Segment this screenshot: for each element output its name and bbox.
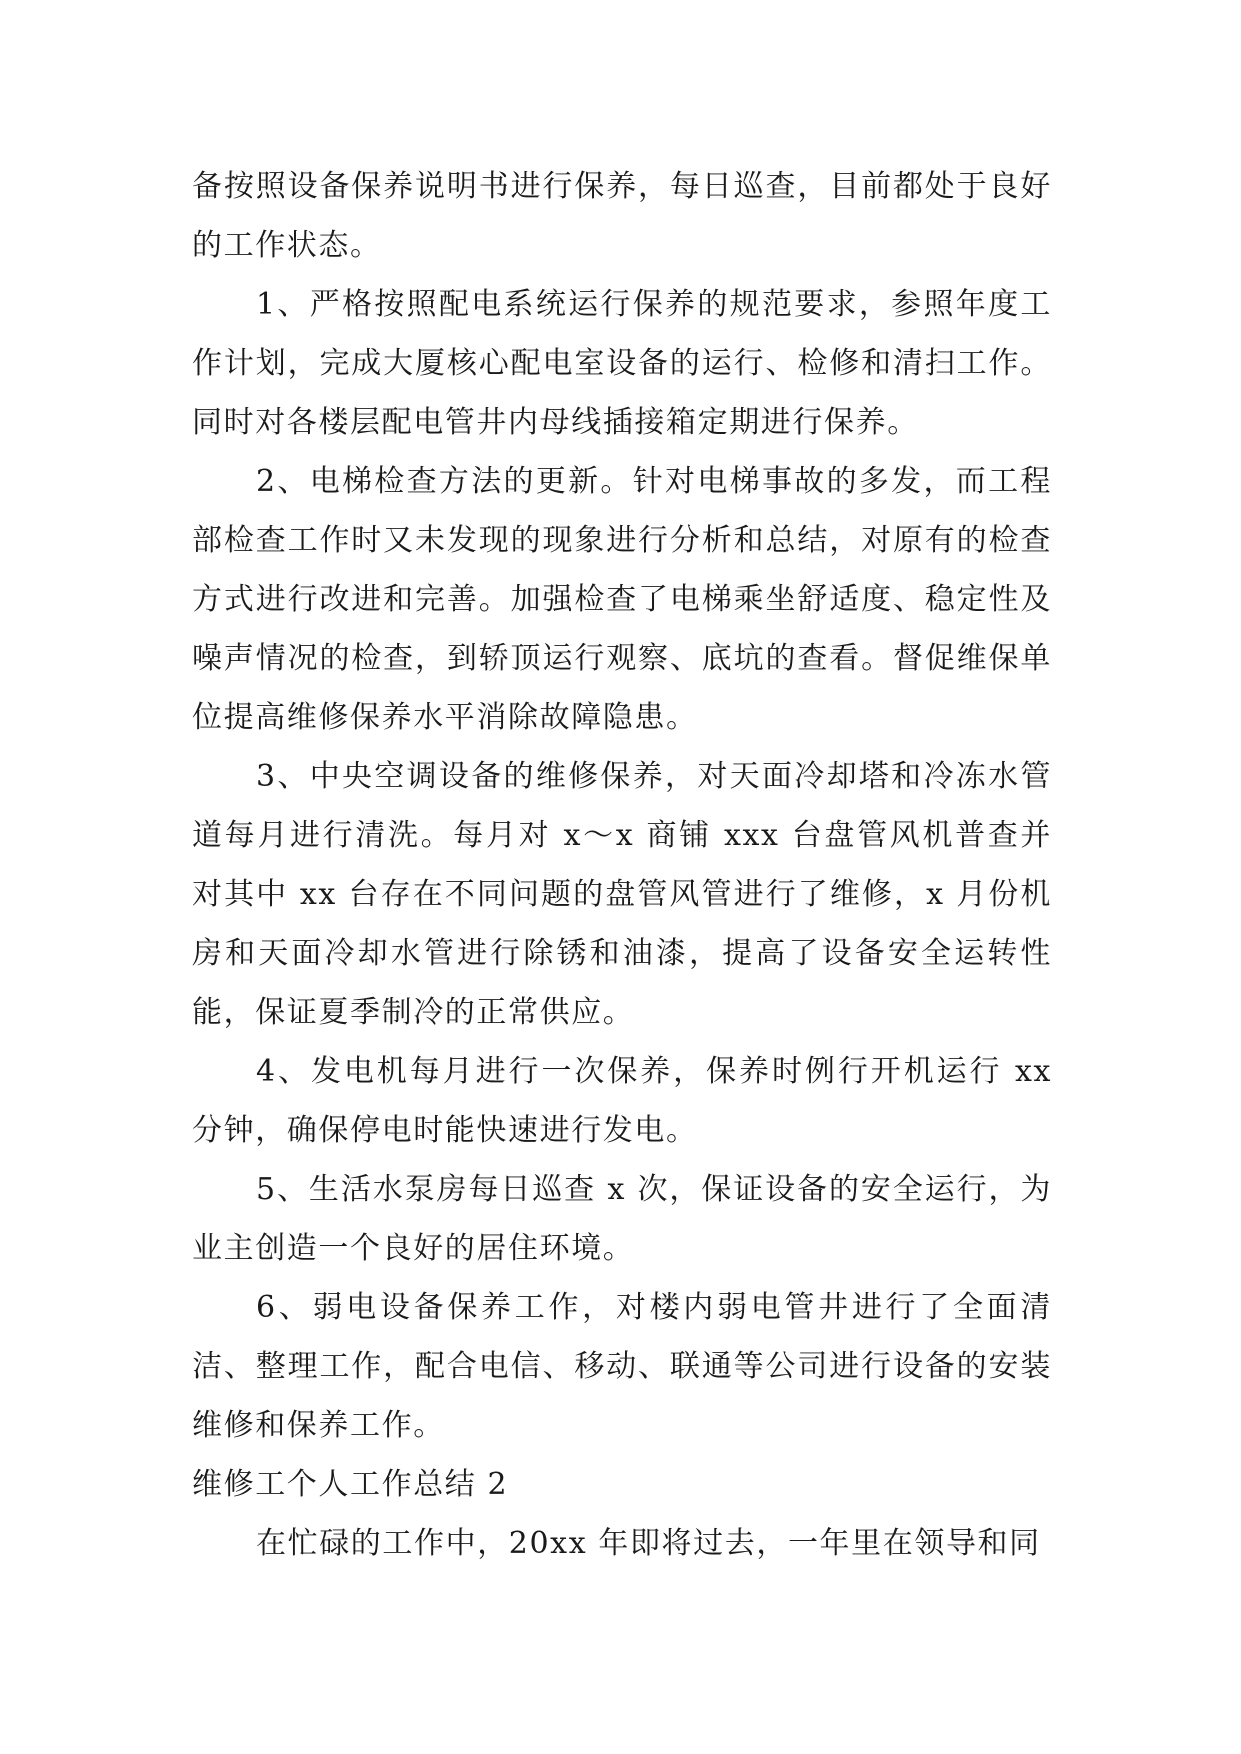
paragraph-continuation: 备按照设备保养说明书进行保养，每日巡查，目前都处于良好的工作状态。	[192, 169, 1052, 263]
paragraph-item-4: 4、发电机每月进行一次保养，保养时例行开机运行 xx 分钟，确保停电时能快速进行发电。	[192, 1054, 1052, 1148]
paragraph-item-1: 1、严格按照配电系统运行保养的规范要求，参照年度工作计划，完成大厦核心配电室设备的运行、检修和清扫工作。同时对各楼层配电管井内母线插接箱定期进行保养。	[192, 287, 1052, 440]
paragraph-intro: 在忙碌的工作中，20xx 年即将过去，一年里在领导和同	[256, 1526, 1041, 1561]
paragraph-item-3: 3、中央空调设备的维修保养，对天面冷却塔和冷冻水管道每月进行清洗。每月对 x～x 商铺 xxx 台盘管风机普查并对其中 xx 台存在不同问题的盘管风管进行了维修，x 月份机房和天面冷却水管进行除锈和油漆，提高了设备安全运转性能，保证夏季制冷的正常供应。	[192, 759, 1052, 1030]
section-heading: 维修工个人工作总结 2	[192, 1467, 509, 1502]
paragraph-item-6: 6、弱电设备保养工作，对楼内弱电管井进行了全面清洁、整理工作，配合电信、移动、联通等公司进行设备的安装维修和保养工作。	[192, 1290, 1052, 1443]
paragraph-item-2: 2、电梯检查方法的更新。针对电梯事故的多发，而工程部检查工作时又未发现的现象进行分析和总结，对原有的检查方式进行改进和完善。加强检查了电梯乘坐舒适度、稳定性及噪声情况的检查，到轿顶运行观察、底坑的查看。督促维保单位提高维修保养水平消除故障隐患。	[192, 464, 1052, 735]
document-body	[192, 157, 1052, 1573]
paragraph-item-5: 5、生活水泵房每日巡查 x 次，保证设备的安全运行，为业主创造一个良好的居住环境。	[192, 1172, 1052, 1266]
